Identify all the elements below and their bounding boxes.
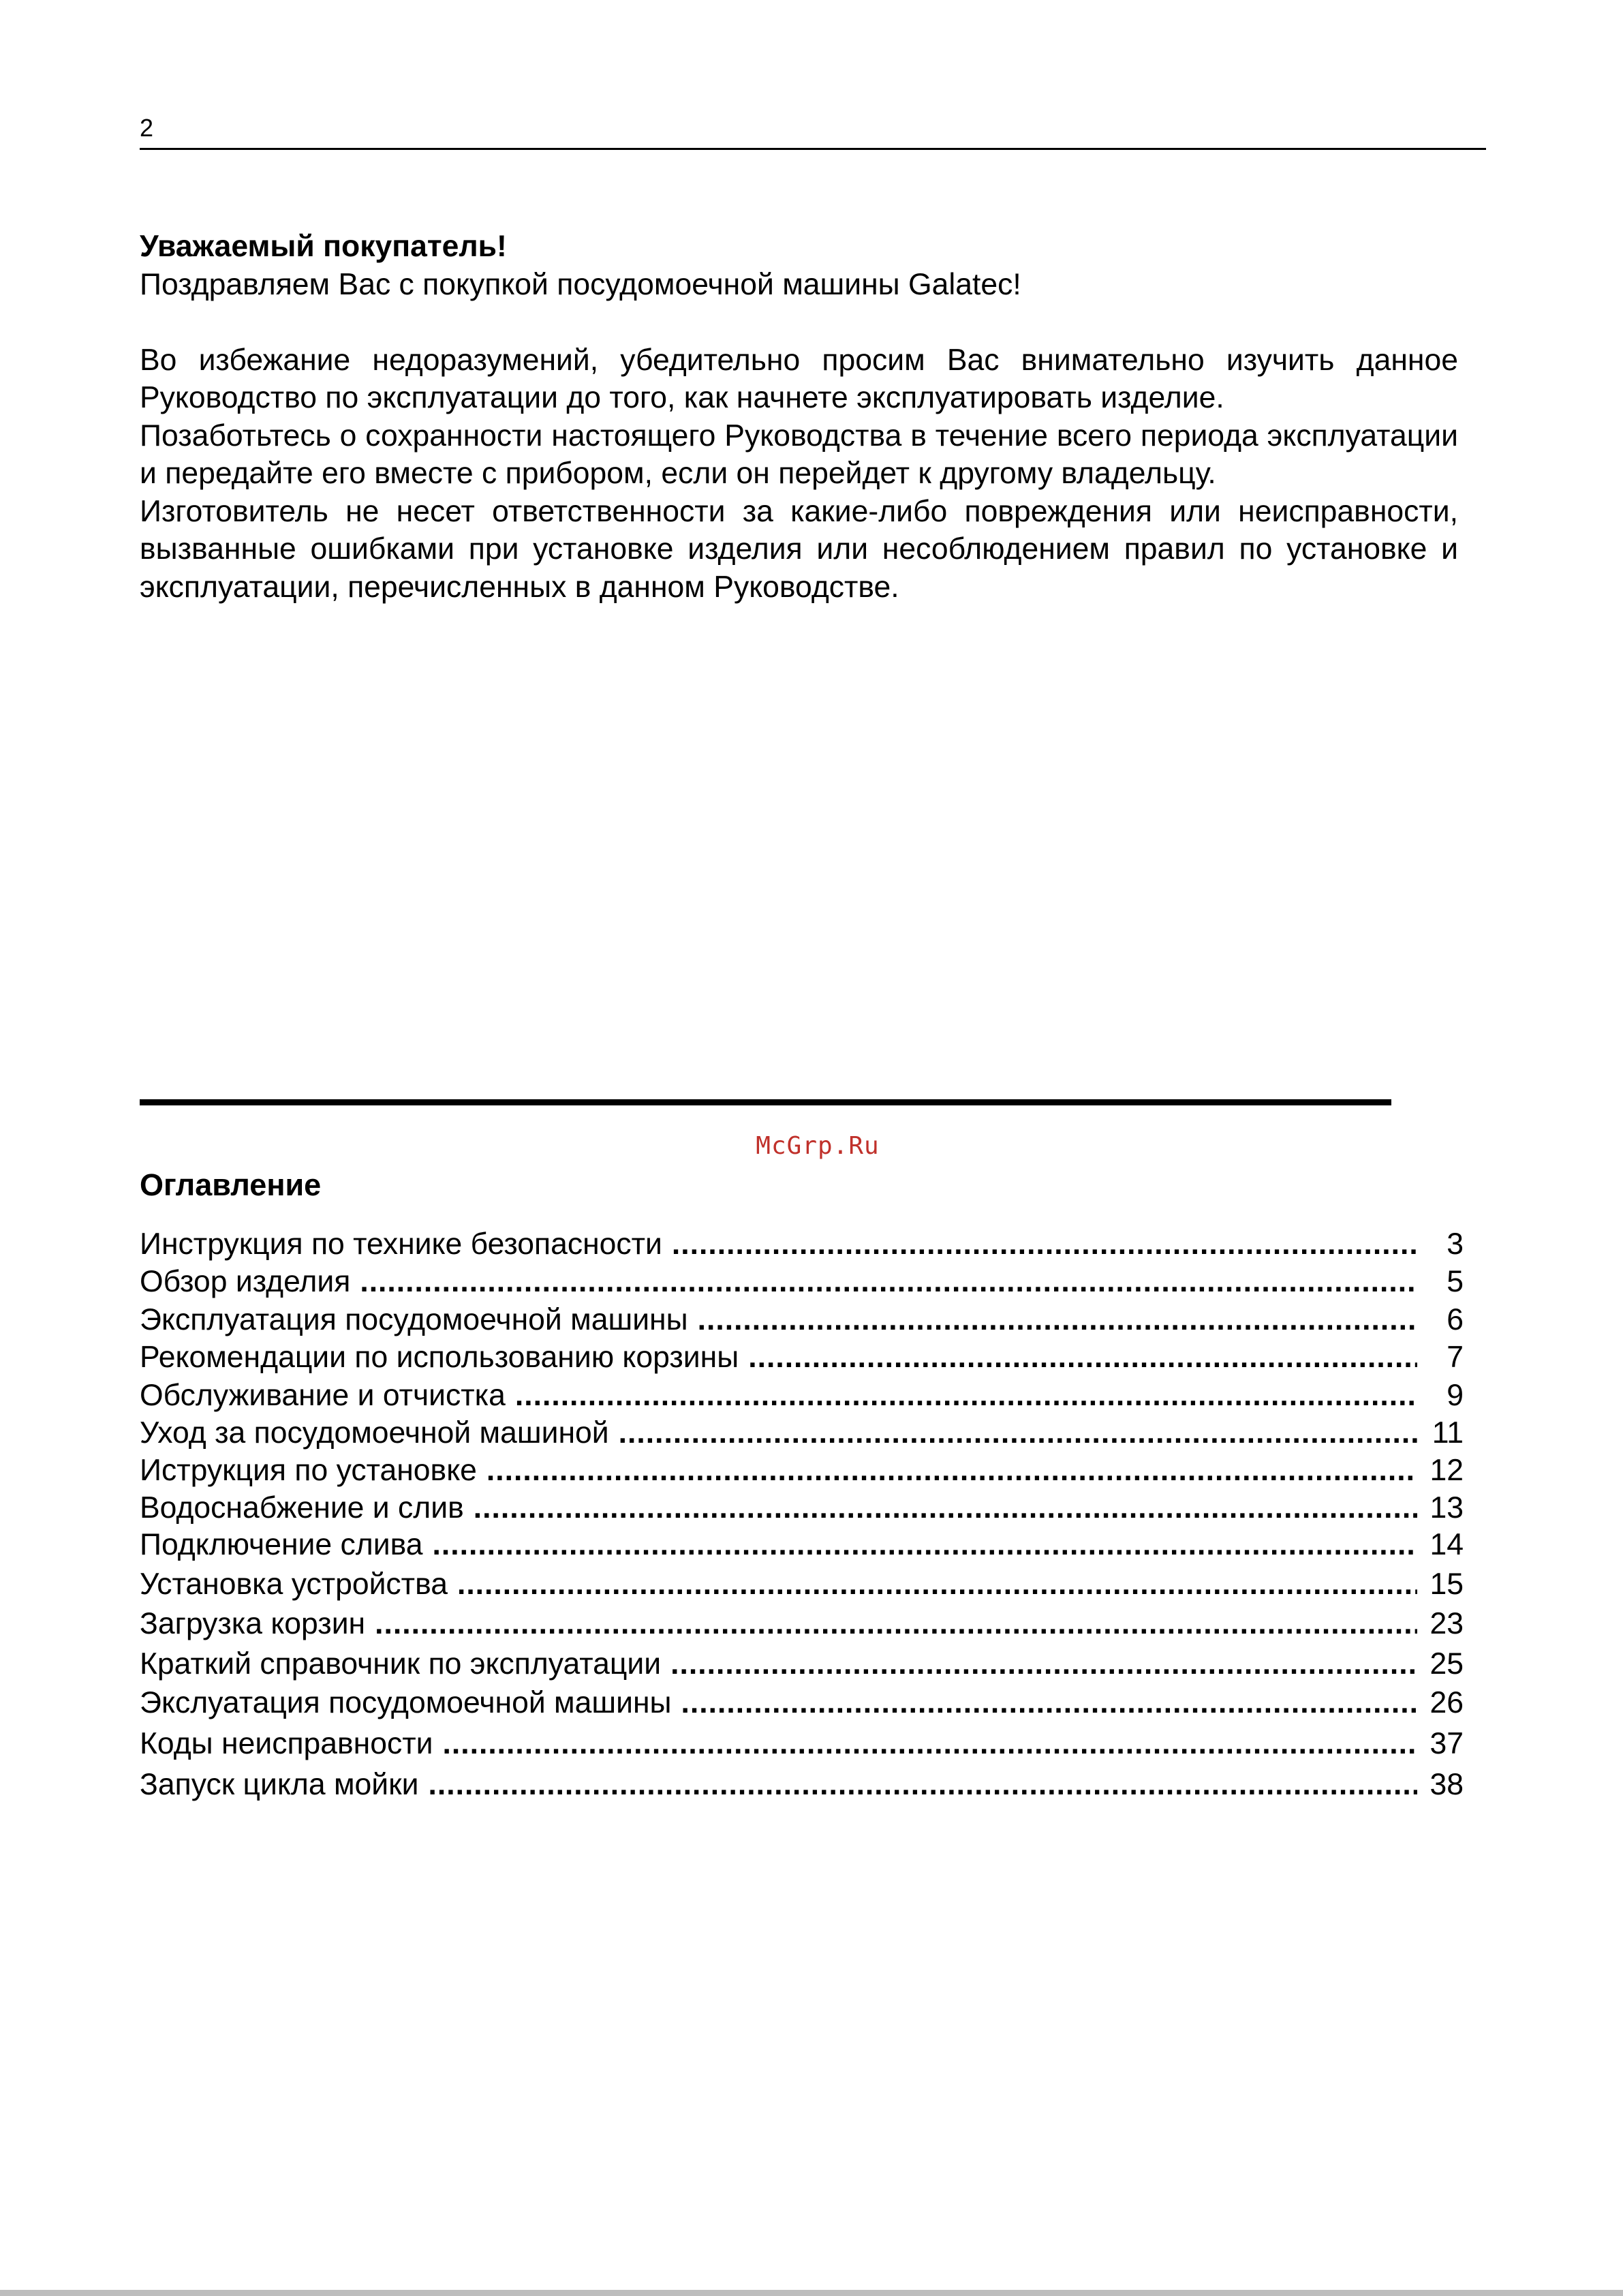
toc-entry-title: Запуск цикла мойки [140,1768,419,1801]
toc-entry[interactable] [140,1451,1464,1490]
toc-entry-page: 37 [1429,1727,1464,1760]
toc-entry-title: Иструкция по установке [140,1454,477,1487]
toc-dot-leader [360,1262,1417,1302]
toc-entry-title: Обзор изделия [140,1265,351,1298]
toc-entry-title: Инструкция по технике безопасности [140,1227,662,1261]
toc-dot-leader [619,1413,1417,1453]
watermark-link[interactable]: McGrp.Ru [756,1132,880,1160]
toc-entry[interactable] [140,1338,1464,1377]
toc-entry[interactable] [140,1376,1464,1415]
toc-entry-page: 25 [1429,1647,1464,1681]
toc-entry-title: Обслуживание и отчистка [140,1379,506,1412]
page-bottom-edge [0,2290,1623,2296]
section-divider [140,1099,1391,1105]
greeting-heading: Уважаемый покупатель! [140,230,507,263]
toc-dot-leader [515,1376,1417,1415]
toc-entry[interactable] [140,1525,1464,1565]
toc-entry[interactable] [140,1225,1464,1264]
toc-dot-leader [433,1525,1418,1565]
toc-entry-page: 38 [1429,1768,1464,1801]
intro-paragraph: Позаботьтесь о сохранности настоящего Руководства в течение всего периода эксплуатации и передайте его вместе с прибором, если он перейдет к другому владельцу. [140,418,1458,490]
toc-dot-leader [375,1604,1417,1644]
toc-entry-title: Экслуатация посудомоечной машины [140,1686,672,1719]
toc-entry-page: 15 [1429,1567,1464,1601]
toc-entry[interactable] [140,1300,1464,1340]
toc-entry[interactable] [140,1413,1464,1453]
toc-entry-title: Рекомендации по использованию корзины [140,1341,739,1374]
header-rule [140,148,1486,150]
toc-dot-leader [428,1765,1417,1805]
toc-dot-leader [698,1300,1417,1340]
toc-entry-page: 23 [1429,1607,1464,1640]
toc-entry[interactable] [140,1644,1464,1684]
intro-paragraph: Изготовитель не несет ответственности за какие-либо повреждения или неисправности, вызванные ошибками при установке изделия или несоблюдением правил по установке и эксплуатации, перечисленных в данном Руководстве. [140,494,1458,604]
toc-dot-leader [670,1644,1417,1684]
toc-dot-leader [474,1488,1417,1528]
toc-entry[interactable] [140,1488,1464,1528]
toc-dot-leader [457,1565,1417,1604]
toc-entry-title: Загрузка корзин [140,1607,366,1640]
toc-dot-leader [748,1338,1417,1377]
toc-dot-leader [672,1225,1417,1264]
toc-dot-leader [681,1683,1417,1723]
page-number: 2 [140,114,154,142]
toc-dot-leader [486,1451,1417,1490]
toc-entry-page: 12 [1429,1454,1464,1487]
toc-entry-page: 11 [1432,1416,1464,1450]
intro-paragraph: Во избежание недоразумений, убедительно просим Вас внимательно изучить данное Руководство по эксплуатации до того, как начнете эксплуатировать изделие. [140,343,1458,414]
paragraph-spacer [140,303,1458,341]
toc-entry-title: Уход за посудомоечной машиной [140,1416,609,1450]
congratulation-text: Поздравляем Вас с покупкой посудомоечной машины Galatec! [140,267,1021,301]
toc-entry-page: 5 [1447,1265,1464,1298]
toc-entry[interactable] [140,1262,1464,1302]
toc-entry-page: 14 [1429,1528,1464,1561]
toc-entry-title: Эксплуатация посудомоечной машины [140,1303,688,1336]
toc-entry[interactable] [140,1565,1464,1604]
toc-entry-page: 26 [1429,1686,1464,1719]
toc-entry-page: 7 [1447,1341,1464,1374]
toc-entry[interactable] [140,1724,1464,1764]
toc-entry-title: Установка устройства [140,1567,448,1601]
toc-entry-title: Водоснабжение и слив [140,1491,464,1525]
intro-section [140,228,1458,606]
toc-entry[interactable] [140,1604,1464,1644]
toc-entry-title: Подключение слива [140,1528,423,1561]
toc-entry-page: 9 [1447,1379,1464,1412]
toc-entry-page: 13 [1429,1491,1464,1525]
toc-entry-title: Коды неисправности [140,1727,433,1760]
toc-entry-page: 3 [1447,1227,1464,1261]
toc-entry[interactable] [140,1683,1464,1723]
toc-dot-leader [443,1724,1418,1764]
toc-entry-page: 6 [1447,1303,1464,1336]
toc-entry[interactable] [140,1765,1464,1805]
toc-entry-title: Краткий справочник по эксплуатации [140,1647,662,1681]
toc-heading: Оглавление [140,1167,322,1202]
